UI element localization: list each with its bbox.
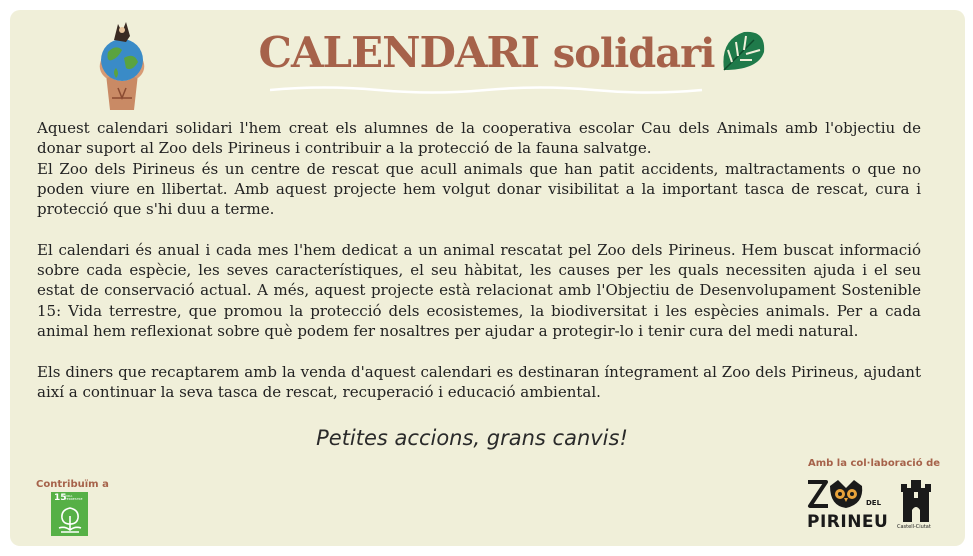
title-underline [270,85,705,95]
castell-label: Castell-Ciutat [897,524,931,530]
body-text [37,118,921,422]
paragraph-zoo: El Zoo dels Pirineus és un centre de rescat que acull animals que han patit accidents, maltractaments o que no poden viure en llibertat. Amb aquest projecte hem volgut donar visibilitat a la important tasca de rescat, cura i protecció que s'hi duu a terme. [37,159,921,219]
sdg-number: 15 [54,493,67,503]
paragraph-calendar: El calendari és anual i cada mes l'hem dedicat a un animal rescatat pel Zoo dels Pirineus. Hem buscat informació sobre cada espècie, les seves característiques, el seu hàbitat, les causes per les quals necessiten ajuda i el seu estat de conservació actual. A més, aquest projecte està relacionat amb l'Objectiu de Desenvolupament Sostenible 15: Vida terrestre, que promou la protecció dels ecosistemes, la biodiversitat i les espècies animals. Per a cada animal hem reflexionat sobre què podem fer nosaltres per ajudar a protegir-lo i tenir cura del medi natural. [37,240,921,340]
owl-icon [806,478,868,516]
zoo-logo-del: DEL [866,499,882,507]
collab-label: Amb la col·laboració de [808,458,941,469]
contrib-label: Contribuïm a [36,479,109,490]
page-title [0,28,973,77]
monstera-leaf-icon [718,26,768,80]
zoo-logo-text: PIRINEU [807,512,889,532]
sdg-text: VIDA TERRESTRE [65,494,83,501]
paragraph-funds: Els diners que recaptarem amb la venda d'aquest calendari es destinaran íntegrament al Zoo dels Pirineus, ajudant així a continuar la seva tasca de rescat, recuperació i educació ambiental. [37,362,921,401]
castle-icon [899,478,933,528]
title-word-2: solidari [552,30,715,77]
title-word-1: CALENDARI [258,28,540,77]
sdg-15-icon [51,492,88,536]
slogan: Petites accions, grans canvis! [316,426,628,450]
paragraph-intro: Aquest calendari solidari l'hem creat els alumnes de la cooperativa escolar Cau dels Animals amb l'objectiu de donar suport al Zoo dels Pirineus i contribuir a la protecció de la fauna salvatge. [37,119,921,158]
